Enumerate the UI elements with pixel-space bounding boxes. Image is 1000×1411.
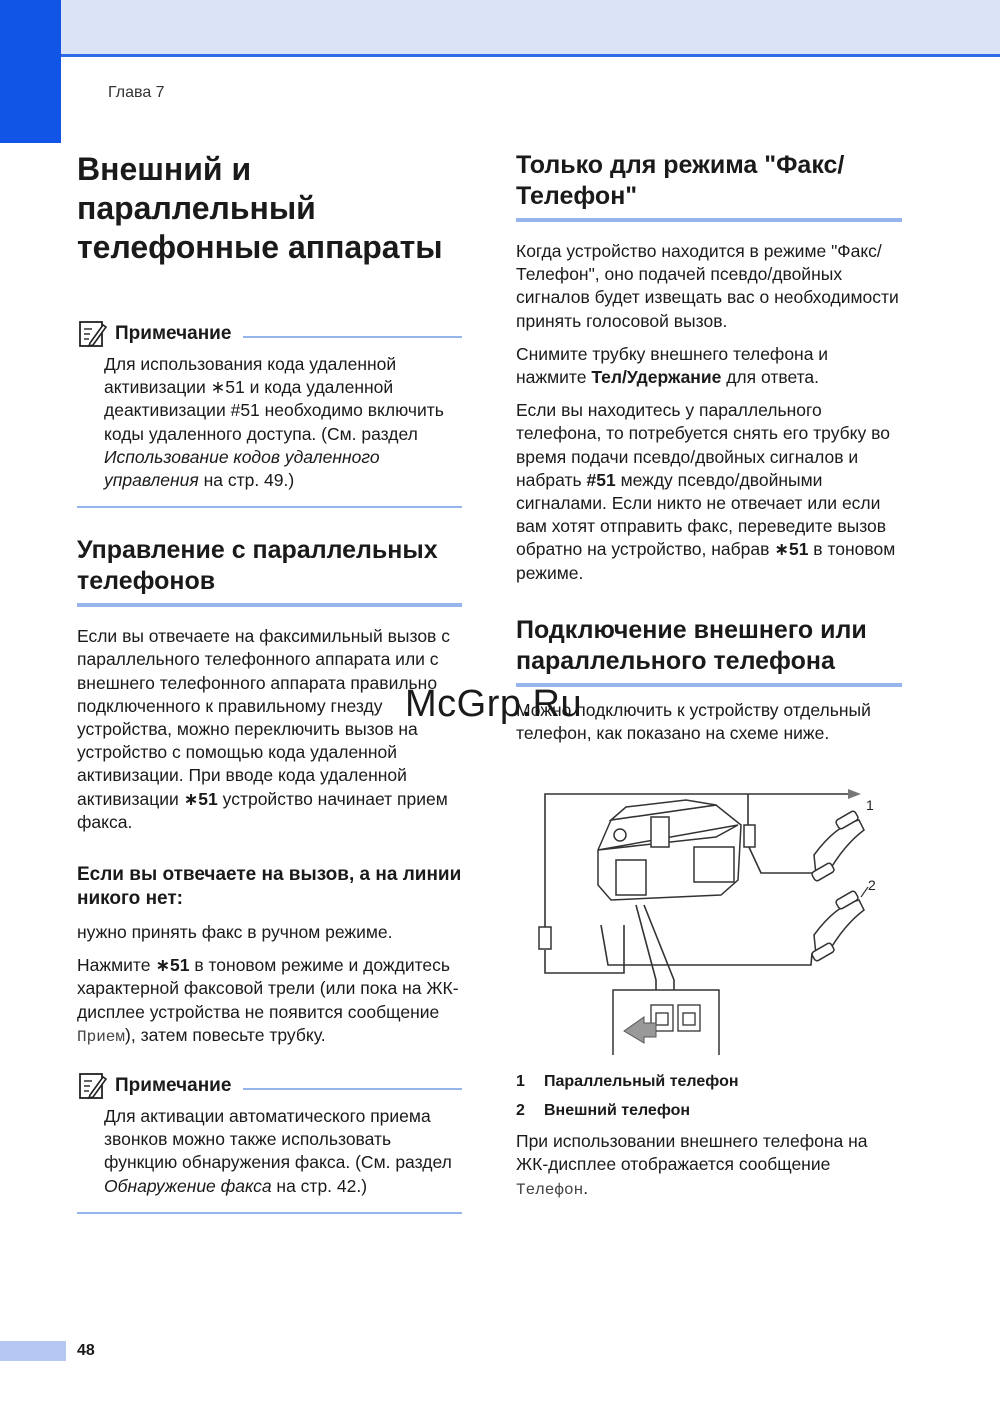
callout-2: 2 [868,877,876,894]
page-number: 48 [77,1342,95,1359]
header-band [0,0,1000,54]
legend-number: 2 [516,1102,525,1120]
paragraph-text: . [583,1177,589,1198]
note-icon [77,319,107,349]
note-body [77,353,462,492]
note-rule [243,336,462,338]
external-phone-icon [811,890,864,962]
connection-diagram [516,765,902,1055]
section-heading-connect: Подключение внешнего или параллельного телефона [516,615,902,687]
callout-1: 1 [866,797,874,814]
wall-jack-icon [539,927,551,949]
legend-text: Внешний телефон [544,1102,691,1120]
code-text: #51 [586,469,616,490]
paragraph-text: Если вы отвечаете на факсимильный вызов с параллельного телефонного аппарата или с внешнего телефонного аппарата правильно подключенного к правильному гнезду устройства, можно переключить вызов на устройство с помощью кода удаленной активизации. При вводе кода удаленной активизации [77,626,450,809]
chapter-tab [0,0,61,143]
note-box [77,1071,462,1214]
paragraph [516,343,902,389]
wall-jack-icon [744,825,755,847]
key-name: Тел/Удержание [591,367,722,388]
note-header [77,1071,462,1101]
header-rule [0,54,1000,57]
paragraph: нужно принять факс в ручном режиме. [77,922,393,943]
paragraph [516,399,902,585]
note-text: ∗51 и кода удаленной деактивизации #51 необходимо включить коды удаленного доступа. (См. раздел [104,377,444,444]
fax-machine-icon [598,800,741,900]
right-column [516,150,902,1202]
footer-band [0,1341,66,1361]
note-icon [77,1071,107,1101]
parallel-phone-icon [811,810,864,882]
lcd-message: Телефон [516,1180,584,1199]
code-text: ∗51 [774,539,809,560]
note-text: на стр. 42.) [271,1175,368,1196]
section-heading-fax-phone: Только для режима "Факс/Телефон" [516,150,902,222]
page-title: Внешний и параллельный телефонные аппараты [77,151,443,265]
note-body [77,1105,462,1198]
paragraph-text: Если вы находитесь у параллельного телефона, то потребуется снять его трубку во время подачи псевдо/двойных сигналов и набрать [516,400,890,490]
left-column [77,150,462,1214]
paragraph [77,954,462,1049]
legend-text: Параллельный телефон [544,1073,739,1091]
paragraph: Когда устройство находится в режиме "Факс/Телефон", оно подачей псевдо/двойных сигналов будет извещать вас о необходимости принять голосовой вызов. [516,241,899,331]
note-header [77,319,462,349]
code-text: ∗51 [155,955,190,976]
lcd-message: Прием [77,1027,126,1046]
paragraph [77,625,462,834]
note-label: Примечание [115,1075,232,1097]
paragraph-text: между псевдо/двойными сигналами. Если никто не отвечает или если вам хотят отправить факс, переведите вызов обратно на устройство, набрав [516,469,887,560]
paragraph-text: в тоновом режиме и дождитесь характерной факсовой трели (или пока на ЖК-дисплее устройства не появится сообщение [77,955,459,1022]
paragraph [516,1130,902,1202]
paragraph: Можно подключить к устройству отдельный телефон, как показано на схеме ниже. [516,699,871,744]
note-label: Примечание [115,323,232,344]
note-rule [243,1088,462,1090]
legend-item [516,1072,902,1092]
note-reference: Обнаружение факса [104,1175,272,1196]
note-box [77,319,462,508]
note-text: Для использования кода удаленной активизации [104,354,397,398]
paragraph-text: ), затем повесьте трубку. [125,1024,326,1045]
paragraph-text: При использовании внешнего телефона на ЖК-дисплее отображается сообщение [516,1131,868,1175]
note-reference: Использование кодов удаленного управления [104,446,380,491]
paragraph-text: Нажмите [77,955,156,976]
chapter-label: Глава 7 [108,84,165,101]
section-heading-parallel: Управление с параллельных телефонов [77,535,462,607]
legend-number: 1 [516,1073,525,1091]
code-text: ∗51 [183,788,218,809]
diagram-legend [516,1072,902,1121]
paragraph-text: устройство начинает прием факса. [77,788,448,832]
subsection-heading: Если вы отвечаете на вызов, а на линии никого нет: [77,864,462,910]
line-arrow [848,789,861,799]
note-end-rule [77,1212,462,1214]
note-end-rule [77,506,462,508]
watermark: McGrp.Ru [405,683,583,725]
legend-item [516,1101,902,1121]
paragraph-text: Снимите трубку внешнего телефона и нажмите [516,343,829,388]
note-text: Для активации автоматического приема звонков можно также использовать функцию обнаружения факса. (См. раздел [104,1106,452,1173]
paragraph-text: для ответа. [721,367,820,388]
note-text: на стр. 49.) [198,470,295,491]
paragraph-text: в тоновом режиме. [516,539,896,583]
